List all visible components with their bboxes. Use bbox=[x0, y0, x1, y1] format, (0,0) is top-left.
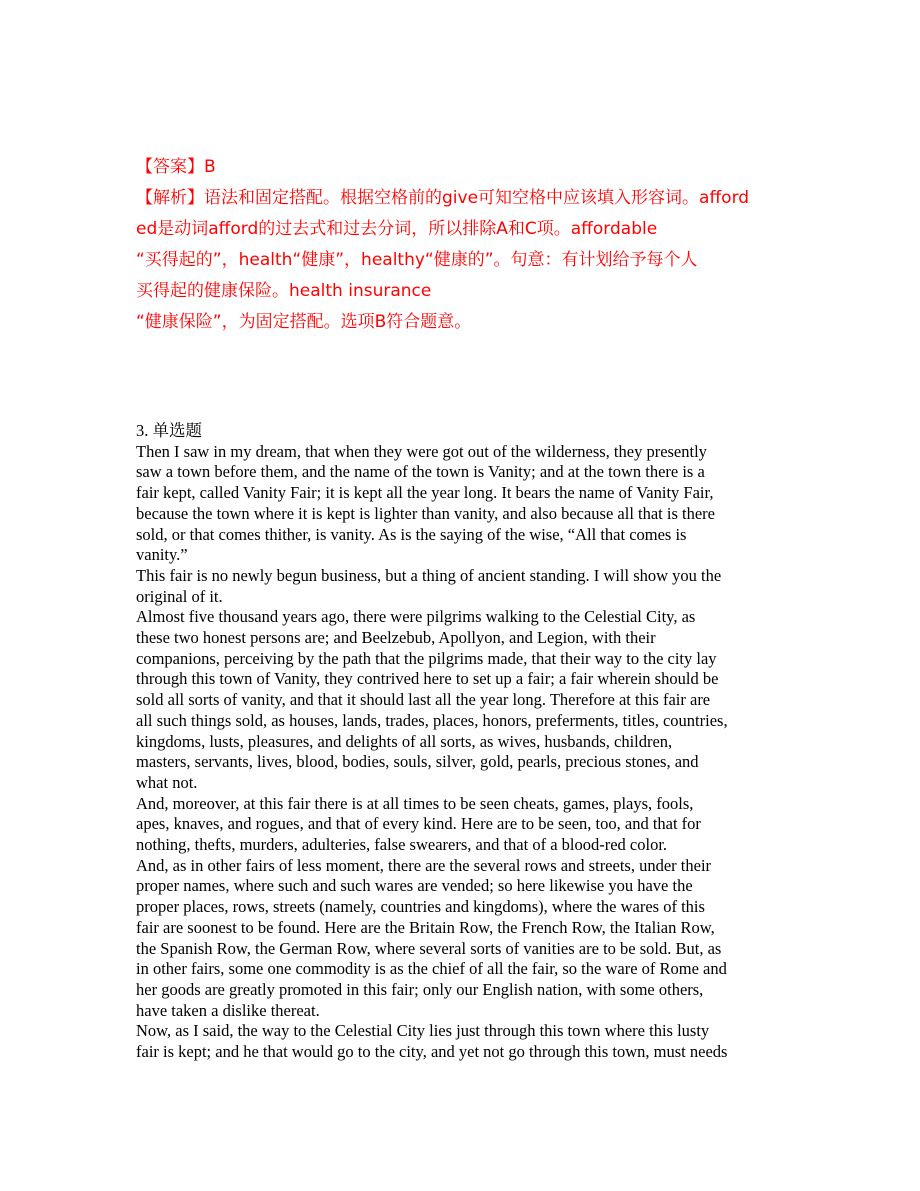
passage-line: these two honest persons are; and Beelzebub, Apollyon, and Legion, with their bbox=[136, 628, 656, 648]
passage-line: companions, perceiving by the path that the pilgrims made, that their way to the city lay bbox=[136, 648, 717, 668]
passage-line: in other fairs, some one commodity is as the chief of all the fair, so the ware of Rome and bbox=[136, 959, 727, 979]
passage-line: Then I saw in my dream, that when they were got out of the wilderness, they presently bbox=[136, 441, 707, 461]
passage-line: And, as in other fairs of less moment, there are the several rows and streets, under their bbox=[136, 855, 712, 875]
answer-line: “买得起的”，health“健康”，healthy“健康的”。句意：有计划给予每个人 bbox=[136, 250, 698, 270]
passage-line: sold, or that comes thither, is vanity. As is the saying of the wise, “All that comes is bbox=[136, 524, 687, 544]
passage-line: nothing, thefts, murders, adulteries, false swearers, and that of a blood-red color. bbox=[136, 835, 668, 855]
passage-line: sold all sorts of vanity, and that it should last all the year long. Therefore at this fair are bbox=[136, 690, 711, 710]
passage-line: her goods are greatly promoted in this fair; only our English nation, with some others, bbox=[136, 979, 704, 999]
passage-line: all such things sold, as houses, lands, trades, places, honors, preferments, titles, countries, bbox=[136, 710, 728, 730]
passage-line: kingdoms, lusts, pleasures, and delights of all sorts, as wives, husbands, children, bbox=[136, 731, 673, 751]
passage-line: fair kept, called Vanity Fair; it is kept all the year long. It bears the name of Vanity Fair, bbox=[136, 483, 714, 503]
passage-line: through this town of Vanity, they contrived here to set up a fair; a fair wherein should be bbox=[136, 669, 719, 689]
passage-line: proper names, where such and such wares are vended; so here likewise you have the bbox=[136, 876, 693, 896]
answer-line: 买得起的健康保险。health insurance bbox=[136, 281, 432, 301]
passage-line: proper places, rows, streets (namely, countries and kingdoms), where the wares of this bbox=[136, 897, 705, 917]
passage-line: This fair is no newly begun business, but a thing of ancient standing. I will show you the bbox=[136, 565, 722, 585]
passage-line: fair is kept; and he that would go to the city, and yet not go through this town, must needs bbox=[136, 1042, 728, 1062]
passage-line: Almost five thousand years ago, there were pilgrims walking to the Celestial City, as bbox=[136, 607, 696, 627]
passage-line: Now, as I said, the way to the Celestial City lies just through this town where this lusty bbox=[136, 1021, 710, 1041]
passage-line: because the town where it is kept is lighter than vanity, and also because all that is there bbox=[136, 503, 715, 523]
answer-line: 【解析】语法和固定搭配。根据空格前的give可知空格中应该填入形容词。afford bbox=[136, 188, 750, 208]
answer-line: ed是动词afford的过去式和过去分词，所以排除A和C项。affordable bbox=[136, 219, 658, 239]
passage-line: what not. bbox=[136, 772, 198, 792]
answer-line: 【答案】B bbox=[136, 157, 216, 177]
passage-line: the Spanish Row, the German Row, where several sorts of vanities are to be sold. But, as bbox=[136, 938, 722, 958]
passage-line: have taken a dislike thereat. bbox=[136, 1000, 320, 1020]
passage-line: original of it. bbox=[136, 586, 223, 606]
answer-line: “健康保险”，为固定搭配。选项B符合题意。 bbox=[136, 312, 472, 332]
passage-line: apes, knaves, and rogues, and that of every kind. Here are to be seen, too, and that for bbox=[136, 814, 701, 834]
passage-line: fair are soonest to be found. Here are the Britain Row, the French Row, the Italian Row, bbox=[136, 917, 715, 937]
passage-line: vanity.” bbox=[136, 545, 188, 565]
passage-line: masters, servants, lives, blood, bodies, souls, silver, gold, pearls, precious stones, and bbox=[136, 752, 699, 772]
passage-line: saw a town before them, and the name of the town is Vanity; and at the town there is a bbox=[136, 462, 705, 482]
answer-explanation bbox=[136, 152, 786, 338]
question-passage bbox=[136, 421, 786, 1063]
passage-line: And, moreover, at this fair there is at all times to be seen cheats, games, plays, fools, bbox=[136, 793, 694, 813]
question-header: 3. 单选题 bbox=[136, 421, 202, 440]
